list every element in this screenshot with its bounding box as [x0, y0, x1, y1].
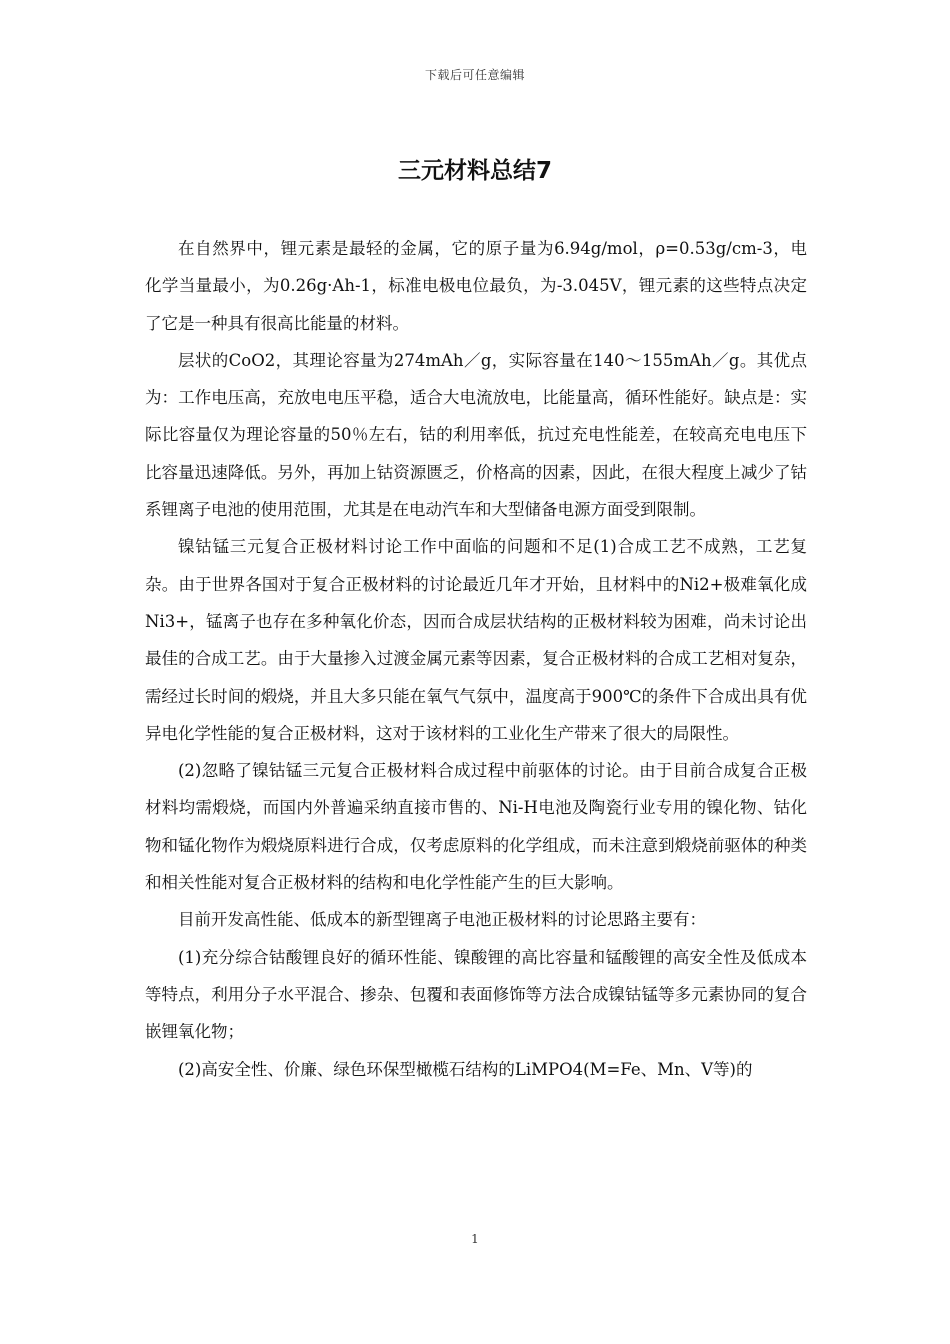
paragraph-direction-1: (1)充分综合钴酸锂良好的循环性能、镍酸锂的高比容量和锰酸锂的高安全性及低成本等特点，利用分子水平混合、掺杂、包覆和表面修饰等方法合成镍钴锰等多元素协同的复合嵌锂氧化物；: [145, 947, 807, 1042]
page-header: 下载后可任意编辑: [424, 68, 525, 82]
page-number: 1: [471, 1232, 479, 1246]
paragraph-layered-coo2: 层状的CoO2，其理论容量为274mAh／g，实际容量在140～155mAh／g。其优点为：工作电压高，充放电电压平稳，适合大电流放电，比能量高，循环性能好。缺点是：实际比容量仅为理论容量的50％左右，钴的利用率低，抗过充电性能差，在较高充电电压下比容量迅速降低。另外，再加上钴资源匮乏，价格高的因素，因此，在很大程度上减少了钴系锂离子电池的使用范围，尤其是在电动汽车和大型储备电源方面受到限制。: [145, 350, 807, 520]
paragraph-direction-2: (2)高安全性、价廉、绿色环保型橄榄石结构的LiMPO4(M=Fe、Mn、V等)的: [178, 1059, 753, 1079]
paragraph-lithium-properties: 在自然界中，锂元素是最轻的金属，它的原子量为6.94g/mol，ρ=0.53g/cm-3，电化学当量最小，为0.26g·Ah-1，标准电极电位最负，为-3.045V，锂元素的这些特点决定了它是一种具有很高比能量的材料。: [145, 239, 807, 333]
document-title: 三元材料总结7: [397, 158, 552, 184]
paragraph-research-directions: 目前开发高性能、低成本的新型锂离子电池正极材料的讨论思路主要有：: [178, 910, 706, 930]
document-body: [145, 230, 807, 1088]
paragraph-precursor-neglect: (2)忽略了镍钴锰三元复合正极材料合成过程中前驱体的讨论。由于目前合成复合正极材料均需煅烧，而国内外普遍采纳直接市售的、Ni-H电池及陶瓷行业专用的镍化物、钴化物和锰化物作为煅烧原料进行合成，仅考虑原料的化学组成，而未注意到煅烧前驱体的种类和相关性能对复合正极材料的结构和电化学性能产生的巨大影响。: [145, 761, 807, 893]
paragraph-ncm-problems: 镍钴锰三元复合正极材料讨论工作中面临的问题和不足(1)合成工艺不成熟，工艺复杂。由于世界各国对于复合正极材料的讨论最近几年才开始，且材料中的Ni2+极难氧化成Ni3+，锰离子也存在多种氧化价态，因而合成层状结构的正极材料较为困难，尚未讨论出最佳的合成工艺。由于大量掺入过渡金属元素等因素，复合正极材料的合成工艺相对复杂，需经过长时间的煅烧，并且大多只能在氧气气氛中，温度高于900℃的条件下合成出具有优异电化学性能的复合正极材料，这对于该材料的工业化生产带来了很大的局限性。: [145, 537, 807, 743]
